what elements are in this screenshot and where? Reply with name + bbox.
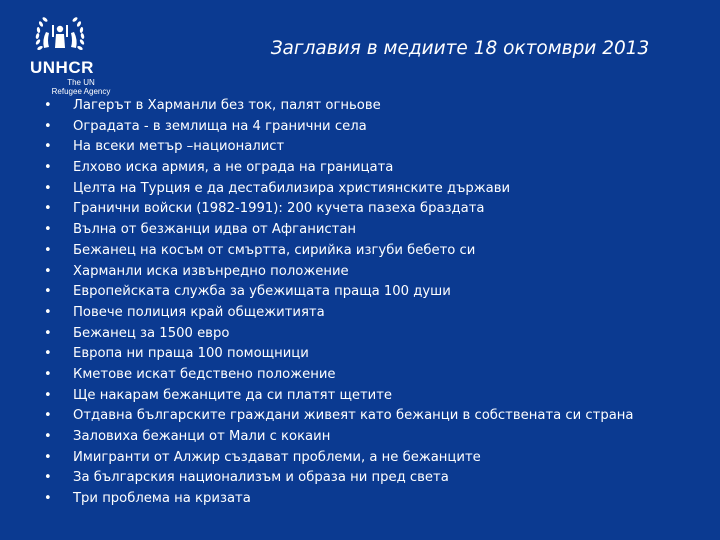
bullet-icon: •: [44, 98, 52, 113]
bullet-icon: •: [44, 325, 52, 341]
bullet-icon: •: [44, 387, 52, 403]
bullet-icon: •: [44, 346, 52, 362]
list-item: [42, 241, 634, 262]
headline-text: Заловиха бежанци от Мали с кокаин: [73, 429, 331, 444]
headline-text: Европа ни праща 100 помощници: [73, 346, 309, 362]
bullet-icon: •: [44, 284, 52, 300]
unhcr-tagline: [46, 78, 116, 96]
headline-text: Европейската служба за убежищата праща 100 души: [73, 284, 451, 300]
list-item: [42, 262, 634, 283]
headline-text: Бежанец на косъм от смъртта, сирийка изгуби бебето си: [73, 242, 476, 258]
list-item: [42, 303, 634, 324]
slide-title: Заглавия в медиите 18 октомври 2013: [270, 38, 650, 59]
list-item: [42, 468, 634, 489]
list-item: [42, 386, 634, 407]
bullet-icon: •: [44, 470, 52, 486]
headline-text: Имигранти от Алжир създават проблеми, а не бежанците: [73, 449, 481, 465]
bullet-icon: •: [44, 491, 52, 507]
headline-text: Повече полиция край общежитията: [73, 304, 325, 320]
headline-text: Целта на Турция е да дестабилизира християнските държави: [73, 180, 511, 196]
bullet-icon: •: [44, 160, 52, 176]
list-item: [42, 220, 634, 241]
list-item: [42, 199, 634, 220]
unhcr-logo: [30, 14, 110, 98]
headline-text: Гранични войски (1982-1991): 200 кучета пазеха браздата: [73, 201, 485, 217]
bullet-icon: •: [44, 408, 52, 424]
bullet-icon: •: [44, 118, 52, 134]
headline-text: Отдавна българските граждани живеят като бежанци в собствената си страна: [73, 408, 634, 424]
headline-text: Бежанец за 1500 евро: [73, 325, 230, 341]
headline-text: Кметове искат бедствено положение: [73, 366, 336, 382]
list-item: [42, 324, 634, 345]
bullet-icon: •: [44, 139, 52, 155]
bullet-icon: •: [44, 180, 52, 196]
unhcr-wordmark: UNHCR: [30, 58, 94, 77]
list-item: [42, 282, 634, 303]
headline-text: Харманли иска извънредно положение: [73, 263, 349, 279]
bullet-icon: •: [44, 242, 52, 258]
bullet-icon: •: [44, 449, 52, 465]
list-item: [42, 158, 634, 179]
headline-text: Лагерът в Харманли без ток, палят огньове: [73, 98, 381, 113]
bullet-icon: •: [44, 222, 52, 238]
bullet-icon: •: [44, 263, 52, 279]
list-item: [42, 448, 634, 469]
bullet-icon: •: [44, 366, 52, 382]
list-item: [42, 179, 634, 200]
headline-list: [42, 96, 634, 510]
list-item: [42, 117, 634, 138]
list-item: [42, 344, 634, 365]
list-item: [42, 137, 634, 158]
bullet-icon: •: [44, 304, 52, 320]
list-item: [42, 96, 634, 117]
bullet-icon: •: [44, 201, 52, 217]
headline-text: Елхово иска армия, а не ограда на границата: [73, 160, 394, 176]
headline-text: Оградата - в землища на 4 гранични села: [73, 118, 367, 134]
headline-text: Три проблема на кризата: [73, 491, 251, 507]
list-item: [42, 365, 634, 386]
headline-text: Вълна от безжанци идва от Афганистан: [73, 222, 357, 238]
unhcr-tagline-line1: The UN: [67, 78, 95, 87]
headline-text: За българския национализъм и образа ни пред света: [73, 470, 449, 486]
list-item: [42, 406, 634, 427]
list-item: [42, 489, 634, 510]
headline-text: Ще накарам бежанците да си платят щетите: [73, 387, 393, 403]
list-item: [42, 427, 634, 448]
unhcr-emblem-icon: [30, 14, 110, 58]
headline-text: На всеки метър –националист: [73, 139, 285, 155]
unhcr-tagline-line2: Refugee Agency: [51, 87, 111, 96]
bullet-icon: •: [44, 429, 52, 444]
